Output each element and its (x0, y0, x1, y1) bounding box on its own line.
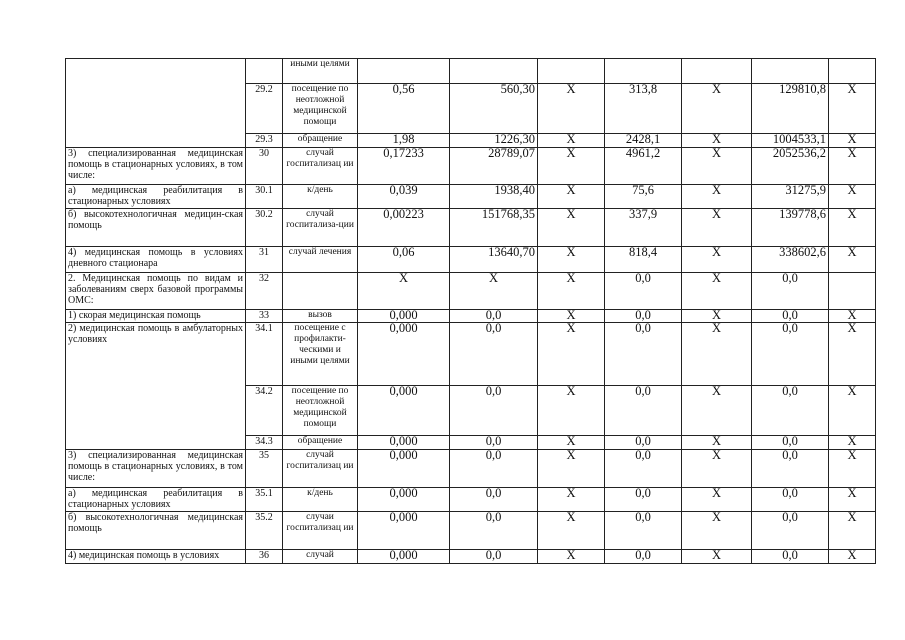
value-cell: 0,0 (450, 386, 538, 436)
value-cell: 0,000 (358, 436, 450, 450)
value-cell: X (829, 386, 876, 436)
unit-cell: случай госпитализац ии (283, 148, 358, 185)
value-cell: 0,0 (450, 450, 538, 488)
table-row (66, 488, 876, 512)
value-cell (829, 59, 876, 84)
value-cell: X (829, 310, 876, 323)
value-cell: X (829, 84, 876, 134)
value-cell: 560,30 (450, 84, 538, 134)
value-cell: X (682, 148, 752, 185)
value-cell (450, 59, 538, 84)
value-cell: 0,0 (752, 273, 829, 310)
row-name-cell: 4) медицинская помощь в условиях дневного стационара (66, 247, 246, 273)
value-cell: X (682, 323, 752, 386)
value-cell: X (829, 512, 876, 550)
row-name-cell: 4) медицинская помощь в условиях (66, 550, 246, 564)
value-cell: 1004533,1 (752, 134, 829, 148)
row-name-cell: 3) специализированная медицинская помощь в стационарных условиях, в том числе: (66, 450, 246, 488)
row-name-cell: 1) скорая медицинская помощь (66, 310, 246, 323)
value-cell: 1938,40 (450, 185, 538, 209)
unit-cell: случай лечения (283, 247, 358, 273)
unit-cell: случай госпитализа-ции (283, 209, 358, 247)
value-cell: 31275,9 (752, 185, 829, 209)
unit-cell: посещение по неотложной медицинской помощи (283, 84, 358, 134)
value-cell: 13640,70 (450, 247, 538, 273)
value-cell: X (538, 310, 605, 323)
value-cell: X (538, 488, 605, 512)
row-code-cell: 36 (246, 550, 283, 564)
value-cell: X (682, 209, 752, 247)
value-cell: 0,0 (752, 310, 829, 323)
table-row (66, 185, 876, 209)
value-cell: X (829, 550, 876, 564)
value-cell: 0,0 (605, 512, 682, 550)
value-cell: X (358, 273, 450, 310)
unit-cell: к/день (283, 185, 358, 209)
table-row (66, 310, 876, 323)
value-cell: 0,00223 (358, 209, 450, 247)
unit-cell: посещение по неотложной медицинской помощи (283, 386, 358, 436)
row-code-cell: 29.2 (246, 84, 283, 134)
value-cell: X (682, 386, 752, 436)
value-cell: X (682, 247, 752, 273)
value-cell: 0,0 (605, 386, 682, 436)
value-cell: X (682, 550, 752, 564)
value-cell: 0,0 (450, 310, 538, 323)
value-cell: 338602,6 (752, 247, 829, 273)
value-cell: 0,0 (605, 273, 682, 310)
table-row (66, 59, 876, 84)
value-cell: X (829, 185, 876, 209)
row-code-cell: 35 (246, 450, 283, 488)
unit-cell (283, 273, 358, 310)
value-cell: 0,0 (605, 323, 682, 386)
value-cell: X (538, 436, 605, 450)
value-cell: X (538, 247, 605, 273)
row-code-cell: 29.3 (246, 134, 283, 148)
value-cell: 0,06 (358, 247, 450, 273)
value-cell (682, 59, 752, 84)
value-cell: 75,6 (605, 185, 682, 209)
row-code-cell: 32 (246, 273, 283, 310)
value-cell: 313,8 (605, 84, 682, 134)
row-code-cell: 30.1 (246, 185, 283, 209)
row-code-cell: 31 (246, 247, 283, 273)
value-cell: 0,000 (358, 310, 450, 323)
value-cell: X (538, 185, 605, 209)
value-cell: 1226,30 (450, 134, 538, 148)
table-row (66, 148, 876, 185)
unit-cell: посещение с профилакти-ческими и иными целями (283, 323, 358, 386)
unit-cell: случай (283, 550, 358, 564)
row-code-cell: 34.3 (246, 436, 283, 450)
row-name-cell: а) медицинская реабилитация в стационарных условиях (66, 185, 246, 209)
value-cell: X (538, 273, 605, 310)
table-row (66, 450, 876, 488)
value-cell: X (538, 134, 605, 148)
value-cell: X (538, 323, 605, 386)
unit-cell: иными целями (283, 59, 358, 84)
table-row (66, 273, 876, 310)
value-cell: 0,0 (450, 323, 538, 386)
value-cell (358, 59, 450, 84)
value-cell: 0,0 (605, 488, 682, 512)
value-cell: X (538, 148, 605, 185)
value-cell: X (682, 84, 752, 134)
value-cell: 1,98 (358, 134, 450, 148)
unit-cell: случай госпитализац ии (283, 450, 358, 488)
value-cell (752, 59, 829, 84)
value-cell: 0,0 (752, 488, 829, 512)
row-code-cell: 30 (246, 148, 283, 185)
value-cell: X (538, 550, 605, 564)
value-cell: 2428,1 (605, 134, 682, 148)
value-cell: X (682, 310, 752, 323)
value-cell: X (682, 273, 752, 310)
row-code-cell: 34.2 (246, 386, 283, 436)
value-cell: X (682, 488, 752, 512)
value-cell (605, 59, 682, 84)
row-code-cell (246, 59, 283, 84)
unit-cell: обращение (283, 134, 358, 148)
value-cell: X (829, 247, 876, 273)
value-cell: 0,000 (358, 386, 450, 436)
value-cell: 28789,07 (450, 148, 538, 185)
value-cell: 0,0 (752, 450, 829, 488)
value-cell: 0,0 (752, 323, 829, 386)
row-code-cell: 33 (246, 310, 283, 323)
value-cell: 0,000 (358, 450, 450, 488)
value-cell: X (450, 273, 538, 310)
value-cell: 0,0 (605, 450, 682, 488)
value-cell: 0,0 (450, 488, 538, 512)
value-cell: X (829, 148, 876, 185)
value-cell: X (538, 450, 605, 488)
value-cell: 0,0 (752, 512, 829, 550)
row-name-cell: б) высокотехнологичная медицин-ская помощь (66, 209, 246, 247)
value-cell: 0,0 (605, 436, 682, 450)
value-cell: 0,56 (358, 84, 450, 134)
value-cell: 0,0 (752, 550, 829, 564)
value-cell: X (829, 450, 876, 488)
table-row (66, 512, 876, 550)
value-cell: 0,000 (358, 323, 450, 386)
value-cell: X (682, 450, 752, 488)
value-cell: X (829, 323, 876, 386)
table-row (66, 550, 876, 564)
row-name-cell: б) высокотехнологичная медицинская помощь (66, 512, 246, 550)
value-cell: 0,039 (358, 185, 450, 209)
unit-cell: вызов (283, 310, 358, 323)
row-code-cell: 35.2 (246, 512, 283, 550)
value-cell: X (682, 436, 752, 450)
value-cell: 0,000 (358, 488, 450, 512)
value-cell: 151768,35 (450, 209, 538, 247)
value-cell: 818,4 (605, 247, 682, 273)
value-cell: X (538, 84, 605, 134)
row-code-cell: 34.1 (246, 323, 283, 386)
row-name-cell: 2) медицинская помощь в амбулаторных условиях (66, 323, 246, 450)
value-cell: X (682, 512, 752, 550)
value-cell: 0,0 (752, 386, 829, 436)
value-cell (829, 273, 876, 310)
value-cell: 0,000 (358, 512, 450, 550)
value-cell: X (538, 512, 605, 550)
medical-care-table (65, 58, 876, 564)
unit-cell: случаи госпитализац ии (283, 512, 358, 550)
value-cell: 4961,2 (605, 148, 682, 185)
value-cell: 0,0 (450, 550, 538, 564)
value-cell: 0,0 (450, 512, 538, 550)
unit-cell: обращение (283, 436, 358, 450)
row-name-cell (66, 59, 246, 148)
value-cell: X (682, 134, 752, 148)
value-cell: 0,0 (605, 550, 682, 564)
row-code-cell: 30.2 (246, 209, 283, 247)
value-cell: X (829, 488, 876, 512)
value-cell: 0,0 (450, 436, 538, 450)
row-name-cell: 2. Медицинская помощь по видам и заболеваниям сверх базовой программы ОМС: (66, 273, 246, 310)
value-cell: X (538, 386, 605, 436)
table-row (66, 247, 876, 273)
table-row (66, 209, 876, 247)
value-cell: 0,0 (605, 310, 682, 323)
value-cell: X (829, 209, 876, 247)
value-cell: X (682, 185, 752, 209)
value-cell: 2052536,2 (752, 148, 829, 185)
value-cell: X (538, 209, 605, 247)
table-row (66, 323, 876, 386)
row-code-cell: 35.1 (246, 488, 283, 512)
value-cell: 139778,6 (752, 209, 829, 247)
value-cell: X (829, 436, 876, 450)
row-name-cell: а) медицинская реабилитация в стационарных условиях (66, 488, 246, 512)
value-cell: 0,0 (752, 436, 829, 450)
value-cell: 0,000 (358, 550, 450, 564)
unit-cell: к/день (283, 488, 358, 512)
value-cell: 0,17233 (358, 148, 450, 185)
value-cell (538, 59, 605, 84)
value-cell: 337,9 (605, 209, 682, 247)
value-cell: 129810,8 (752, 84, 829, 134)
value-cell: X (829, 134, 876, 148)
row-name-cell: 3) специализированная медицинская помощь в стационарных условиях, в том числе: (66, 148, 246, 185)
